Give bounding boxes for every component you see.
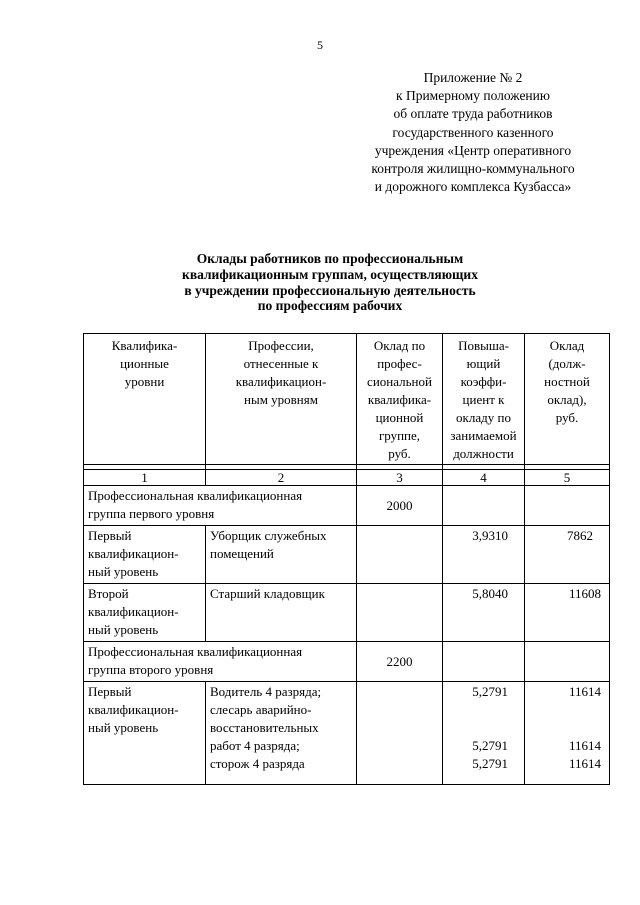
column-number: 3 <box>357 470 443 486</box>
title-line: в учреждении профессиональную деятельность <box>184 282 476 298</box>
coefficient-list: 5,2791 5,2791 5,2791 <box>443 682 525 785</box>
appendix-block <box>348 69 598 196</box>
appendix-line: контроля жилищно-коммунального <box>371 161 575 177</box>
appendix-line: и дорожного комплекса Кузбасса» <box>374 179 572 195</box>
professions: Старший кладовщик <box>206 584 357 642</box>
professions: Уборщик служебных помещений <box>206 526 357 584</box>
group-salary: 2200 <box>357 642 443 682</box>
page-number: 5 <box>317 38 323 52</box>
header-coefficient: Повыша- ющий коэффи- циент к окладу по занимаемой должности <box>443 334 525 465</box>
group-row <box>84 486 610 526</box>
salary-value: 11608 <box>525 584 610 642</box>
column-numbers-row <box>84 470 610 486</box>
appendix-line: государственного казенного <box>392 124 554 140</box>
group-name: Профессиональная квалификационная группа первого уровня <box>84 486 357 526</box>
title-line: по профессиям рабочих <box>257 298 403 314</box>
table-row <box>84 584 610 642</box>
group-salary: 2000 <box>357 486 443 526</box>
column-number: 2 <box>206 470 357 486</box>
title-line: Оклады работников по профессиональным <box>196 251 464 266</box>
salary-table <box>83 333 610 785</box>
appendix-line: об оплате труда работников <box>393 106 553 122</box>
qualification-level: Второй квалификацион- ный уровень <box>84 584 206 642</box>
table-header-row <box>84 334 610 465</box>
appendix-line: Приложение № 2 <box>423 70 523 85</box>
table-row <box>84 526 610 584</box>
column-number: 4 <box>443 470 525 486</box>
column-number: 5 <box>525 470 610 486</box>
appendix-line: учреждения «Центр оперативного <box>374 142 572 158</box>
group-row <box>84 642 610 682</box>
header-salary: Оклад (долж- ностной оклад), руб. <box>525 334 610 465</box>
column-number: 1 <box>84 470 206 486</box>
header-professions: Профессии, отнесенные к квалификацион- ным уровням <box>206 334 357 465</box>
salary-value: 7862 <box>525 526 610 584</box>
header-group-salary: Оклад по профес- сиональной квалифика- ционной группе, руб. <box>357 334 443 465</box>
coefficient: 3,9310 <box>443 526 525 584</box>
qualification-level: Первый квалификацион- ный уровень <box>84 682 206 785</box>
qualification-level: Первый квалификацион- ный уровень <box>84 526 206 584</box>
appendix-line: к Примерному положению <box>396 88 550 104</box>
salary-list: 11614 11614 11614 <box>525 682 610 785</box>
coefficient: 5,8040 <box>443 584 525 642</box>
table-row <box>84 682 610 785</box>
group-name: Профессиональная квалификационная группа второго уровня <box>84 642 357 682</box>
professions: Водитель 4 разряда; слесарь аварийно- восстановительных работ 4 разряда; сторож 4 разряда <box>206 682 357 785</box>
header-qualification-levels: Квалифика- ционные уровни <box>84 334 206 465</box>
document-title <box>160 251 500 314</box>
title-line: квалификационным группам, осуществляющих <box>182 266 478 282</box>
